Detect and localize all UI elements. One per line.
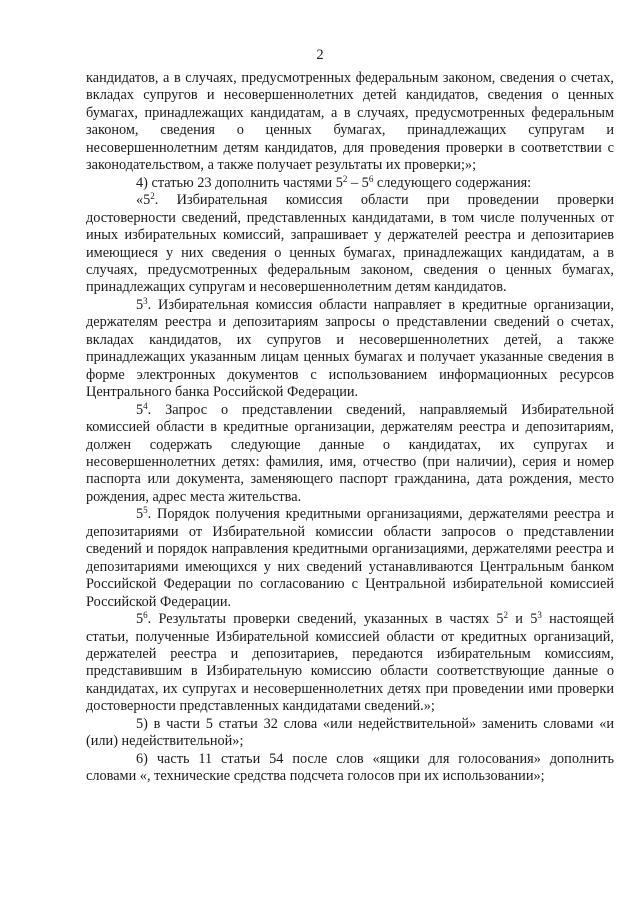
paragraph-part-5-4: $5^4$. Запрос о представлении сведений, направляемый Избирательной комиссией области в кредитные организации, держателям реестра и депозитариям, должен содержать следующие данные о кандидатах, их супругах и несовершеннолетних детях: фамилия, имя, отчество (при наличии), серия и номер паспорта или документа, заменяющего паспорт гражданина, дата рождения, место рождения, адрес места жительства. — [86, 400, 614, 505]
paragraph-item-4: 4) статью 23 дополнить частями $5^2 - 5^6$ следующего содержания: — [136, 173, 532, 191]
document-body — [86, 70, 614, 786]
paragraph-item-6: 6) часть 11 статьи 54 после слов «ящики для голосования» дополнить словами «, технические средства подсчета голосов при их использовании»; — [86, 750, 614, 785]
paragraph-item-5: 5) в части 5 статьи 32 слова «или недействительной» заменить словами «и (или) недействительной»; — [86, 715, 614, 750]
page-number: 2 — [316, 47, 324, 63]
paragraph-part-5-3: $5^3$. Избирательная комиссия области направляет в кредитные организации, держателям реестра и депозитариям запросы о представлении сведений о счетах, вкладах кандидатов, их супругов и несовершеннолетних детей, а также принадлежащих указанным лицам ценных бумагах и получает указанные сведения в форме электронных документов с использованием информационных ресурсов Центрального банка Российской Федерации. — [86, 295, 614, 401]
paragraph-part-5-2: «$5^2$. Избирательная комиссия области при проведении проверки достоверности сведений, представленных кандидатами, в том числе полученных от иных избирательных комиссий, запрашивает у держателей реестра и депозитариев имеющиеся у них сведения о ценных бумагах, принадлежащих кандидатам, а в случаях, предусмотренных федеральным законом, сведения о ценных бумагах, принадлежащих супругам и несовершеннолетним детям кандидатов. — [86, 191, 614, 296]
paragraph-continuation: кандидатов, а в случаях, предусмотренных федеральным законом, сведения о счетах, вкладах супругов и несовершеннолетних детей кандидатов, сведения о ценных бумагах, принадлежащих кандидатам, а в случаях, предусмотренных федеральным законом, сведения о ценных бумагах, принадлежащих супругам и несовершеннолетним детям кандидатов, для проведения проверки в соответствии с законодательством, а также получает результаты их проверки;»; — [86, 70, 614, 174]
paragraph-part-5-5: $5^5$. Порядок получения кредитными организациями, держателями реестра и депозитариями от Избирательной комиссии области запросов о представлении сведений и порядок направления кредитными организациями, держателями реестра и депозитариями имеющихся у них сведений устанавливаются Центральным банком Российской Федерации по согласованию с Центральной избирательной комиссией Российской Федерации. — [86, 505, 614, 610]
paragraph-part-5-6: $5^6$. Результаты проверки сведений, указанных в частях $5^2$ и $5^3$ настоящей статьи, полученные Избирательной комиссией области от кредитных организаций, держателей реестра и депозитариев, передаются избирательным комиссиям, представившим в Избирательную комиссию области соответствующие данные о кандидатах, их супругах и несовершеннолетних детях при проведении ими проверки достоверности представленных кандидатами сведений.»; — [86, 610, 615, 715]
